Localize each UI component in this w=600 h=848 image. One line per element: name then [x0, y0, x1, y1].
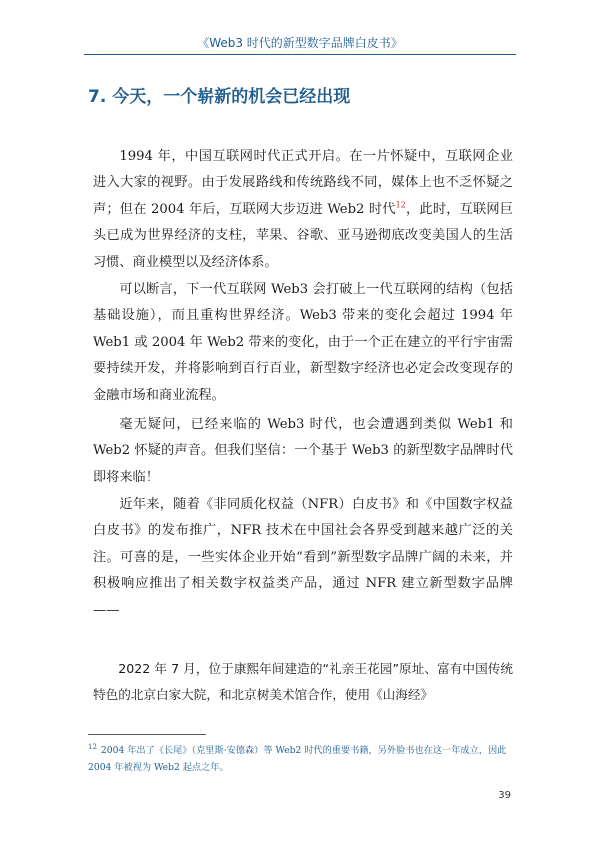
footnote-text: 2004 年出了《长尾》（克里斯·安德森）等 Web2 时代的重要书籍，另外脸书也在这一年成立，因此 2004 年被视为 Web2 起点之年。 — [88, 745, 507, 773]
paragraph-3-text: 毫无疑问，已经来临的 Web3 时代，也会遭遇到类似 Web1 和 Web2 怀疑的声音。但我们坚信：一个基于 Web3 的新型数字品牌时代即将来临！ — [93, 417, 513, 485]
section-title: 7. 今天，一个崭新的机会已经出现 — [88, 87, 351, 107]
footnote-divider — [88, 734, 206, 735]
paragraph-4 — [93, 492, 513, 624]
paragraph-4-text: 近年来，随着《非同质化权益（NFR）白皮书》和《中国数字权益白皮书》的发布推广，NFR 技术在中国社会各界受到越来越广泛的关注。可喜的是，一些实体企业开始“看到”新型数字品牌广阔的未来，并积极响应推出了相关数字权益类产品，通过 NFR 建立新型数字品牌—— — [93, 497, 513, 618]
footnote-marker: 12 — [88, 742, 97, 751]
paragraph-1-text-a: 1994 年，中国互联网时代正式开启。在一片怀疑中，互联网企业进入大家的视野。由于发展路线和传统路线不同，媒体上也不乏怀疑之声；但在 2004 年后，互联网大步迈进 Web2 时代 — [93, 149, 513, 217]
paragraph-1 — [93, 144, 513, 276]
running-header: 《Web3 时代的新型数字品牌白皮书》 — [197, 36, 403, 50]
paragraph-1-text-b: ，此时，互联网巨头已成为世界经济的支柱，苹果、谷歌、亚马逊彻底改变美国人的生活习惯、商业模型以及经济体系。 — [93, 201, 514, 270]
paragraph-5 — [93, 656, 513, 709]
paragraph-3 — [93, 412, 513, 491]
header-divider — [84, 54, 516, 55]
paragraph-5-text: 2022 年 7 月，位于康熙年间建造的“礼亲王花园”原址、富有中国传统特色的北京白家大院，和北京树美术馆合作，使用《山海经》 — [93, 661, 513, 703]
page-number: 39 — [498, 790, 511, 801]
paragraph-2 — [93, 277, 513, 409]
footnote-reference[interactable]: 12 — [395, 200, 406, 210]
footnote — [88, 742, 513, 776]
paragraph-2-text: 可以断言，下一代互联网 Web3 会打破上一代互联网的结构（包括基础设施），而且重构世界经济。Web3 带来的变化会超过 1994 年 Web1 或 2004 年 Web2 带来的变化，由于一个正在建立的平行宇宙需要持续开发，并将影响到百行百业，新型数字经济也必定会改变现存的金融市场和商业流程。 — [93, 282, 513, 403]
